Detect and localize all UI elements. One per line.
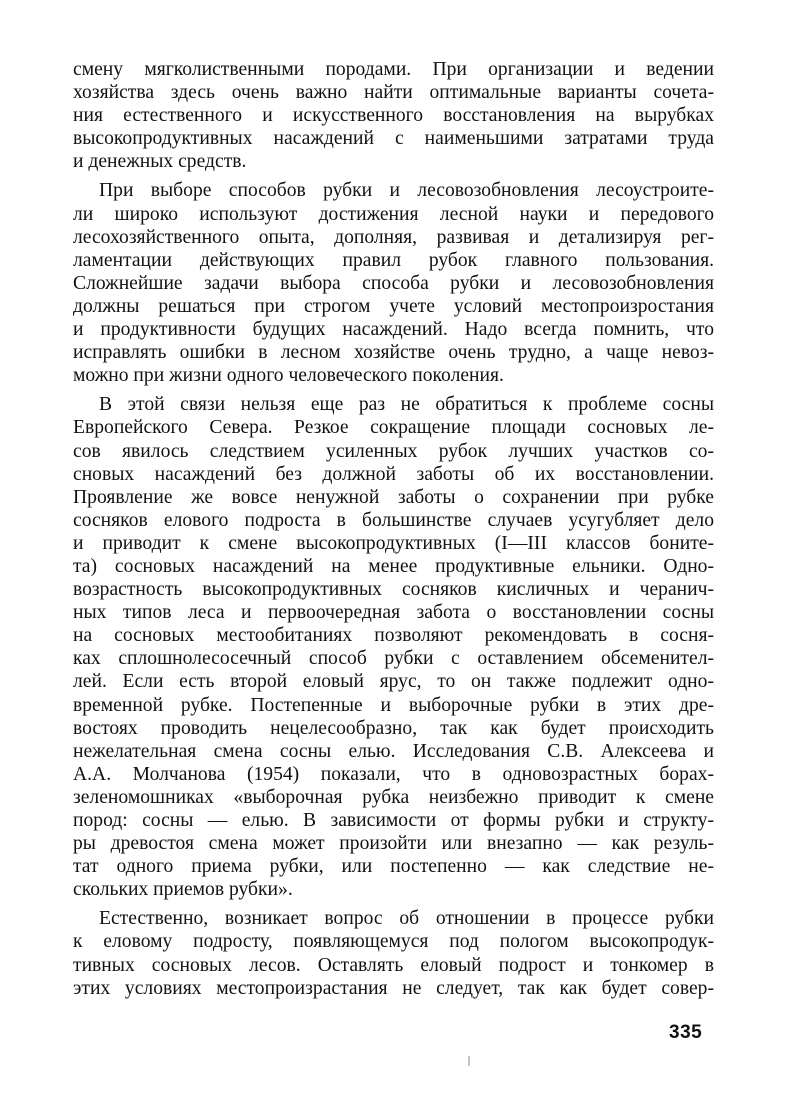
text-line: этих условиях местопроизрастания не следует, так как будет совер- (73, 977, 714, 999)
text-line: исправлять ошибки в лесном хозяйстве очень трудно, а чаще невоз- (73, 342, 714, 364)
text-line: А.А. Молчанова (1954) показали, что в одновозрастных борах- (73, 763, 714, 785)
text-line: ры древостоя смена может произойти или внезапно — как резуль- (73, 833, 714, 855)
paragraph-3 (73, 393, 714, 901)
text-line: та) сосновых насаждений на менее продуктивные ельники. Одно- (73, 555, 714, 577)
text-line: ламентации действующих правил рубок главного пользования. (73, 249, 714, 271)
text-line: скольких приемов рубки». (73, 879, 293, 901)
text-line: тивных сосновых лесов. Оставлять еловый подрост и тонкомер в (73, 954, 714, 976)
text-line: Сложнейшие задачи выбора способа рубки и лесовозобновления (73, 272, 714, 294)
text-line: В этой связи нельзя еще раз не обратиться к проблеме сосны (99, 394, 714, 416)
text-line: зеленомошниках «выборочная рубка неизбежно приводит к смене (73, 786, 714, 808)
text-line: смену мягколиственными породами. При организации и ведении (73, 59, 714, 80)
text-line: сновых насаждений без должной заботы об их восстановлении. (73, 463, 714, 485)
text-line: лесохозяйственного опыта, дополняя, развивая и детализируя рег- (73, 226, 714, 248)
paragraph-2 (73, 179, 714, 387)
page-text-body (73, 58, 714, 1000)
text-line: временной рубке. Постепенные и выборочные рубки в этих дре- (73, 694, 714, 716)
text-line: должны решаться при строгом учете условий местопроизростания (73, 295, 714, 317)
text-line: лей. Если есть второй еловый ярус, то он также подлежит одно- (73, 671, 714, 693)
text-line: Европейского Севера. Резкое сокращение площади сосновых ле- (73, 417, 714, 439)
text-line: возрастность высокопродуктивных сосняков кисличных и черанич- (73, 579, 714, 601)
text-line: Проявление же вовсе ненужной заботы о сохранении при рубке (73, 486, 714, 508)
text-line: к еловому подросту, появляющемуся под пологом высокопродук- (73, 931, 714, 953)
text-line: пород: сосны — елью. В зависимости от формы рубки и структу- (73, 810, 714, 831)
text-line: и продуктивности будущих насаждений. Надо всегда помнить, что (73, 319, 714, 341)
page-number: 335 (669, 1022, 703, 1043)
text-line: Естественно, возникает вопрос об отношении в процессе рубки (99, 908, 714, 930)
text-line: востоях проводить нецелесообразно, так как будет происходить (73, 717, 714, 739)
paragraph-1 (73, 58, 714, 173)
text-line: высокопродуктивных насаждений с наименьшими затратами труда (73, 128, 714, 150)
paragraph-4 (73, 907, 714, 999)
text-line: и приводит к смене высокопродуктивных (I—III классов бонитe- (73, 532, 714, 554)
text-line: ли широко используют достижения лесной науки и передового (73, 203, 714, 225)
text-line: ных типов леса и первоочередная забота о восстановлении сосны (73, 602, 714, 624)
text-line: тат одного приема рубки, или постепенно — как следствие не- (73, 856, 714, 878)
text-line: ния естественного и искусственного восстановления на вырубках (73, 105, 714, 127)
scan-speck (468, 1056, 470, 1066)
text-line: ках сплошнолесосечный способ рубки с оставлением обсеменител- (73, 648, 714, 670)
text-line: сов явилось следствием усиленных рубок лучших участков со- (73, 440, 714, 462)
text-line: можно при жизни одного человеческого поколения. (73, 365, 504, 387)
text-line: на сосновых местообитаниях позволяют рекомендовать в сосня- (73, 625, 714, 647)
text-line: и денежных средств. (73, 151, 247, 173)
text-line: нежелательная смена сосны елью. Исследования С.В. Алексеева и (73, 740, 714, 762)
text-line: При выборе способов рубки и лесовозобновления лесоустроите- (99, 180, 714, 202)
text-line: хозяйства здесь очень важно найти оптимальные варианты сочета- (73, 82, 714, 104)
text-line: сосняков елового подроста в большинстве случаев усугубляет дело (73, 509, 714, 531)
